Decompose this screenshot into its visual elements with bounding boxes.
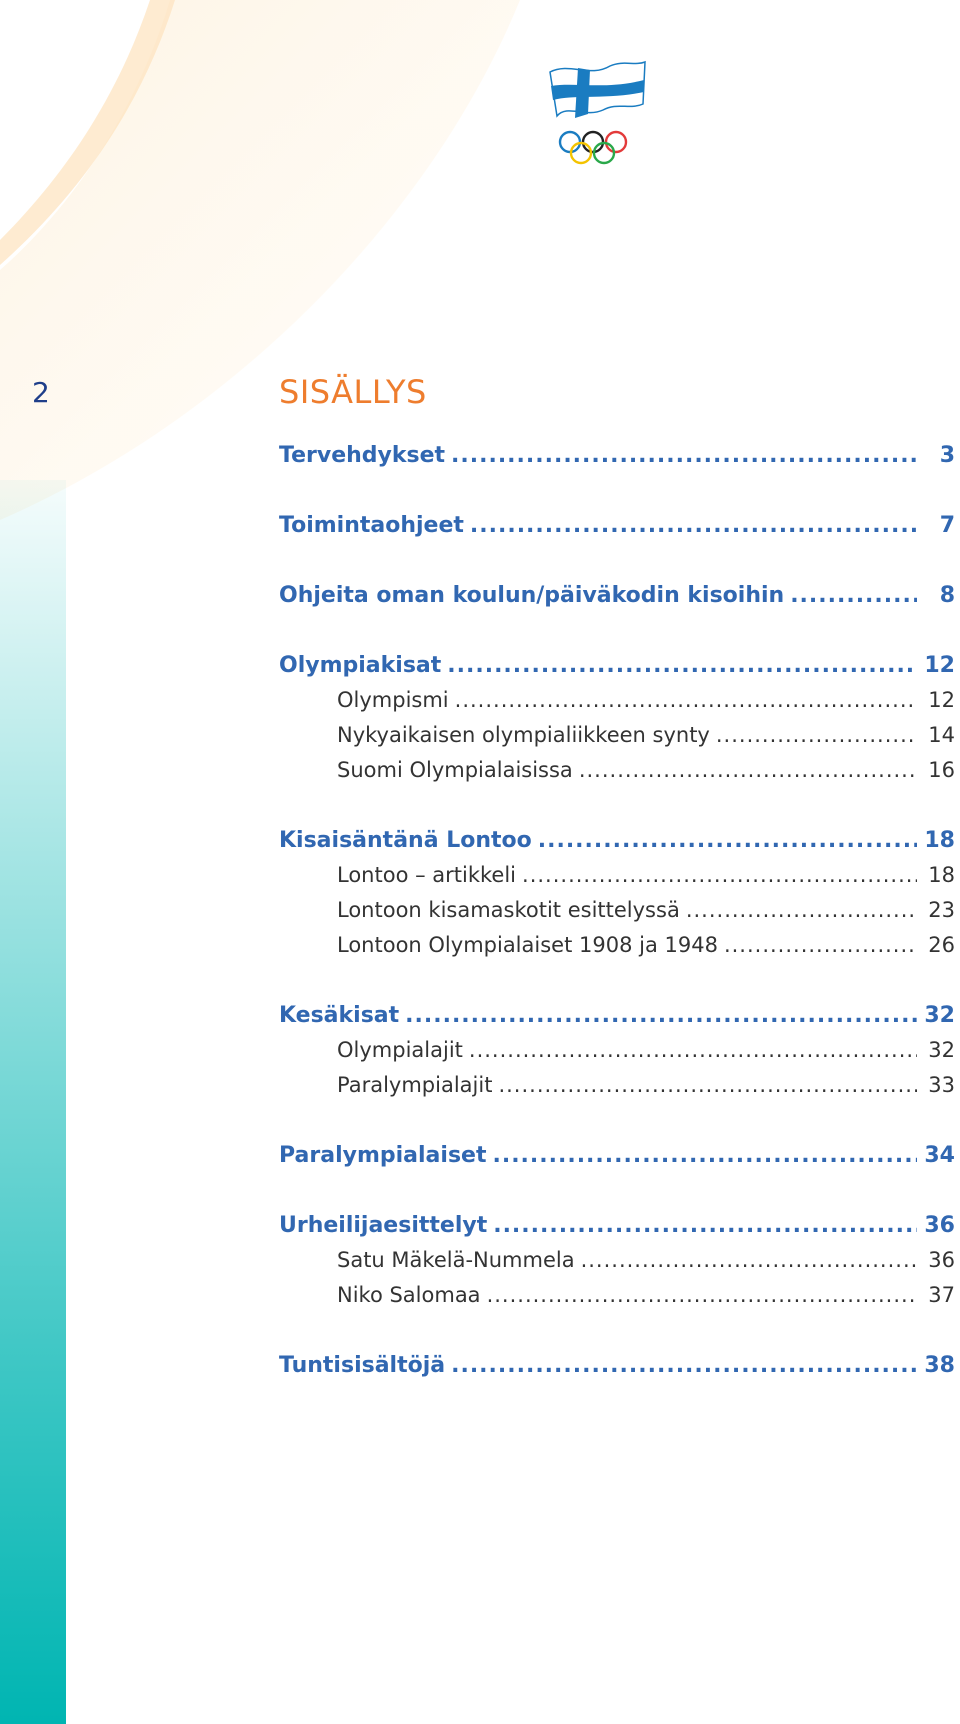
dot-leader [686,893,917,928]
toc-entry[interactable] [279,438,955,473]
toc-subentry[interactable] [279,1278,955,1313]
toc-entry-page: 34 [924,1143,955,1168]
dot-leader [790,578,917,613]
toc-entry[interactable] [279,998,955,1033]
dot-leader [581,1243,917,1278]
toc-entry-label: Kesäkisat [279,1003,400,1028]
table-of-contents [279,438,955,1383]
toc-subentry-label: Olympialajit [337,1038,463,1062]
toc-entry-page: 18 [924,828,955,853]
toc-subentry-page: 12 [928,688,955,712]
toc-subentry-label: Nykyaikaisen olympialiikkeen synty [337,723,710,747]
teal-side-bar [0,480,66,1724]
toc-title: SISÄLLYS [279,373,427,411]
toc-entry[interactable] [279,823,955,858]
toc-entry-label: Olympiakisat [279,653,442,678]
toc-entry-page: 38 [924,1353,955,1378]
toc-subentry-page: 32 [928,1038,955,1062]
toc-entry-page: 12 [924,653,955,678]
dot-leader [451,438,917,473]
toc-subentry-label: Satu Mäkelä-Nummela [337,1248,575,1272]
toc-subentry[interactable] [279,753,955,788]
toc-subentry[interactable] [279,1033,955,1068]
toc-subentry[interactable] [279,1243,955,1278]
dot-leader [498,1068,917,1103]
toc-subentry-page: 37 [928,1283,955,1307]
toc-subentry[interactable] [279,858,955,893]
toc-subentry-page: 33 [928,1073,955,1097]
toc-subentry-page: 36 [928,1248,955,1272]
toc-subentry-page: 26 [928,933,955,957]
toc-subentry-page: 18 [928,863,955,887]
dot-leader [405,998,917,1033]
toc-entry[interactable] [279,508,955,543]
dot-leader [451,1348,917,1383]
toc-entry[interactable] [279,1208,955,1243]
dot-leader [470,508,917,543]
dot-leader [579,753,917,788]
toc-entry[interactable] [279,1138,955,1173]
toc-subentry-page: 16 [928,758,955,782]
toc-entry[interactable] [279,578,955,613]
toc-subentry-page: 23 [928,898,955,922]
toc-subentry-label: Suomi Olympialaisissa [337,758,573,782]
toc-subentry[interactable] [279,893,955,928]
finnish-flag-olympic-rings-icon [545,60,649,170]
toc-entry-page: 36 [924,1213,955,1238]
toc-subentry-label: Lontoon Olympialaiset 1908 ja 1948 [337,933,718,957]
toc-entry-page: 7 [939,513,955,538]
toc-subentry-label: Lontoon kisamaskotit esittelyssä [337,898,680,922]
toc-entry[interactable] [279,1348,955,1383]
dot-leader [538,823,917,858]
toc-subentry-page: 14 [928,723,955,747]
toc-entry-page: 3 [939,443,955,468]
toc-entry-label: Ohjeita oman koulun/päiväkodin kisoihin [279,583,785,608]
toc-entry-label: Urheilijaesittelyt [279,1213,488,1238]
toc-entry-label: Tervehdykset [279,443,446,468]
dot-leader [522,858,917,893]
toc-subentry[interactable] [279,683,955,718]
toc-subentry[interactable] [279,1068,955,1103]
dot-leader [716,718,917,753]
toc-subentry-label: Niko Salomaa [337,1283,481,1307]
toc-entry-label: Paralympialaiset [279,1143,487,1168]
toc-entry-page: 8 [939,583,955,608]
dot-leader [469,1033,917,1068]
dot-leader [455,683,917,718]
dot-leader [493,1208,917,1243]
dot-leader [724,928,917,963]
toc-subentry-label: Lontoo – artikkeli [337,863,517,887]
toc-entry-label: Tuntisisältöjä [279,1353,446,1378]
dot-leader [492,1138,917,1173]
toc-subentry-label: Paralympialajit [337,1073,493,1097]
toc-entry-label: Kisaisäntänä Lontoo [279,828,532,853]
toc-entry-page: 32 [924,1003,955,1028]
toc-entry-label: Toimintaohjeet [279,513,464,538]
toc-subentry-label: Olympismi [337,688,449,712]
toc-subentry[interactable] [279,928,955,963]
toc-entry[interactable] [279,648,955,683]
dot-leader [447,648,917,683]
toc-subentry[interactable] [279,718,955,753]
dot-leader [487,1278,917,1313]
page-number: 2 [32,376,50,409]
